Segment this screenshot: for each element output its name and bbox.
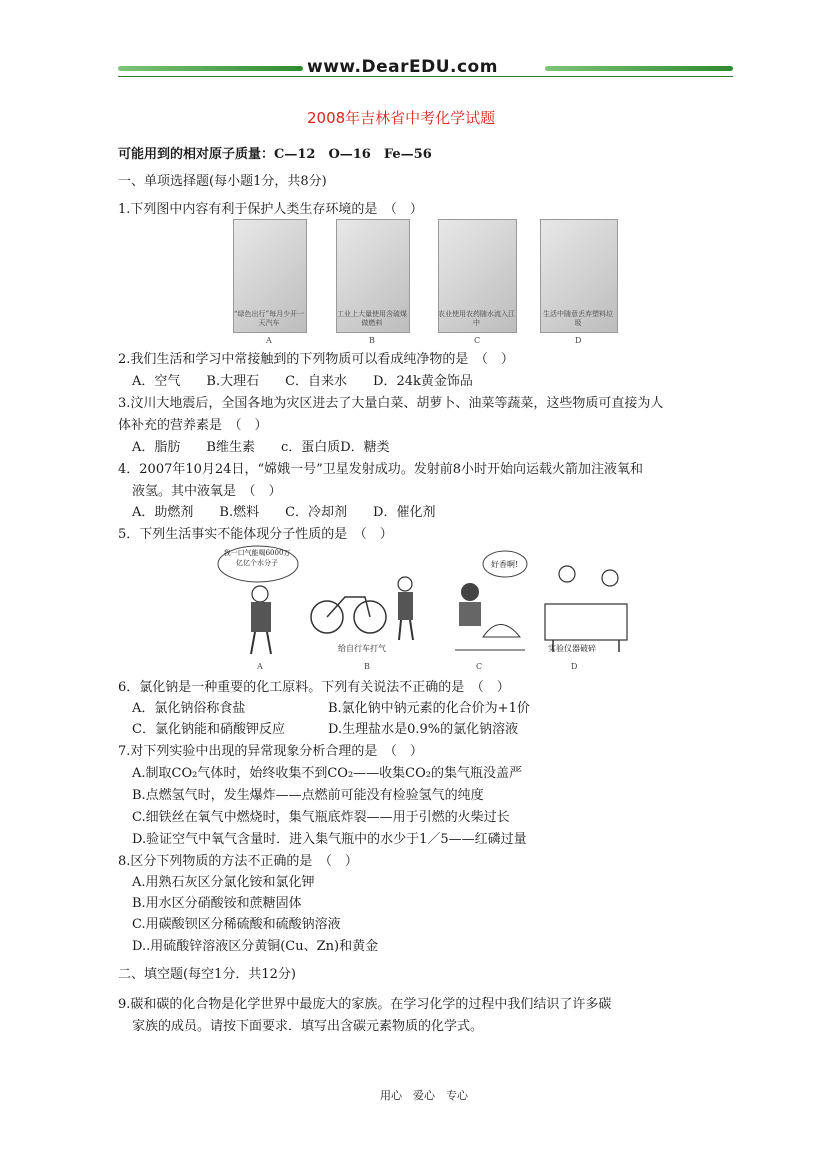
q2-stem: 2.我们生活和学习中常接触到的下列物质可以看成纯净物的是 （ ）: [118, 352, 514, 367]
q5-letter-b: B: [364, 662, 370, 671]
q3-options: A．脂肪 B维生素 c．蛋白质D．糖类: [132, 440, 390, 455]
q5-figure-c-body: [459, 602, 481, 626]
q5-caption-d: 实验仪器破碎: [548, 644, 596, 653]
q7-option-b: B.点燃氢气时，发生爆炸——点燃前可能没有检验氢气的纯度: [132, 788, 484, 803]
q1-letter-c: C: [474, 336, 481, 345]
q9-stem-2: 家族的成员。请按下面要求．填写出含碳元素物质的化学式。: [132, 1019, 484, 1034]
q5-figure-c-head: [461, 583, 479, 601]
q9-stem-1: 9.碳和碳的化合物是化学世界中最庞大的家族。在学习化学的过程中我们结识了许多碳: [118, 997, 612, 1012]
q7-option-d: D.验证空气中氧气含量时．进入集气瓶中的水少于1／5——红磷过量: [132, 832, 527, 847]
q6-stem: 6．氯化钠是一种重要的化工原料。下列有关说法不正确的是 （ ）: [118, 680, 510, 695]
q8-option-b: B.用水区分硝酸铵和蔗糖固体: [132, 896, 302, 911]
q6-option-d: D.生理盐水是0.9%的氯化钠溶液: [328, 722, 519, 737]
q8-option-a: A.用熟石灰区分氯化铵和氯化钾: [132, 875, 315, 890]
q1-stem: 1.下列图中内容有利于保护人类生存环境的是 （ ）: [118, 202, 423, 217]
q4-stem-2: 液氢。其中液氧是 （ ）: [132, 484, 282, 499]
q3-stem-1: 3.汶川大地震后，全国各地为灾区进去了大量白菜、胡萝卜、油菜等蔬菜，这些物质可直接为人: [118, 396, 664, 411]
q1-caption-a: “绿色出行”每月少开一天汽车: [233, 310, 305, 327]
q7-option-c: C.细铁丝在氧气中燃烧时，集气瓶底炸裂——用于引燃的火柴过长: [132, 810, 510, 825]
q5-caption-b: 给自行车打气: [338, 644, 386, 653]
q5-stem: 5．下列生活事实不能体现分子性质的是 （ ）: [118, 527, 393, 542]
q8-option-d: D..用硫酸锌溶液区分黄铜(Cu、Zn)和黄金: [132, 939, 379, 954]
section-2-heading: 二、填空题(每空1分．共12分): [118, 967, 296, 982]
q5-letter-a: A: [257, 662, 263, 671]
q7-stem: 7.对下列实验中出现的异常现象分析合理的是 （ ）: [118, 744, 423, 759]
q1-letter-a: A: [266, 336, 272, 345]
q1-letter-b: B: [369, 336, 375, 345]
q8-option-c: C.用碳酸钡区分稀硫酸和硫酸钠溶液: [132, 917, 341, 932]
q6-option-b: B.氯化钠中钠元素的化合价为+1价: [328, 701, 530, 716]
q3-stem-2: 体补充的营养素是 （ ）: [118, 418, 268, 433]
q1-letter-d: D: [575, 336, 582, 345]
q5-figure-b-body: [398, 592, 413, 620]
q5-letter-d: D: [571, 662, 578, 671]
q5-lab-table: [545, 604, 627, 640]
q5-figure-b-head: [398, 577, 412, 591]
q8-stem: 8.区分下列物质的方法不正确的是 （ ）: [118, 854, 358, 869]
q5-figure-a-body: [251, 602, 271, 632]
section-1-heading: 一、单项选择题(每小题1分，共8分): [118, 174, 327, 189]
q5-bubble-a: 我一口气能喝6000万亿亿个水分子: [223, 549, 291, 567]
q5-figure-a-head: [252, 586, 268, 602]
q1-caption-d: 生活中随意丢弃塑料垃圾: [543, 310, 613, 327]
q5-figure-d1-head: [559, 566, 575, 582]
q6-option-a: A．氯化钠俗称食盐: [132, 701, 246, 716]
q1-caption-c: 农业使用农药随水流入江中: [438, 310, 515, 327]
q5-letter-c: C: [476, 662, 483, 671]
site-logo: www.DearEDU.com: [307, 57, 498, 77]
atomic-mass-line: 可能用到的相对原子质量：C—12 O—16 Fe—56: [118, 147, 432, 162]
header-swoosh-left: [118, 66, 303, 71]
header-swoosh-right: [545, 66, 733, 71]
q7-option-a: A.制取CO₂气体时，始终收集不到CO₂——收集CO₂的集气瓶没盖严: [132, 766, 522, 781]
q5-bubble-c: 好香啊!: [491, 560, 519, 569]
page-footer: 用心 爱心 专心: [380, 1089, 468, 1102]
q5-figure-d2-head: [602, 570, 618, 586]
q1-caption-b: 工业上大量使用含硫煤做燃料: [337, 310, 407, 327]
page-title: 2008年吉林省中考化学试题: [307, 109, 496, 127]
q6-option-c: C．氯化钠能和硝酸钾反应: [132, 722, 285, 737]
q2-options: A．空气 B.大理石 C．自来水 D．24k黄金饰品: [132, 374, 473, 389]
q4-stem-1: 4．2007年10月24日，“嫦娥一号”卫星发射成功。发射前8小时开始向运载火箭加注液氧和: [118, 462, 644, 477]
q4-options: A．助燃剂 B.燃料 C．冷却剂 D．催化剂: [132, 505, 436, 520]
